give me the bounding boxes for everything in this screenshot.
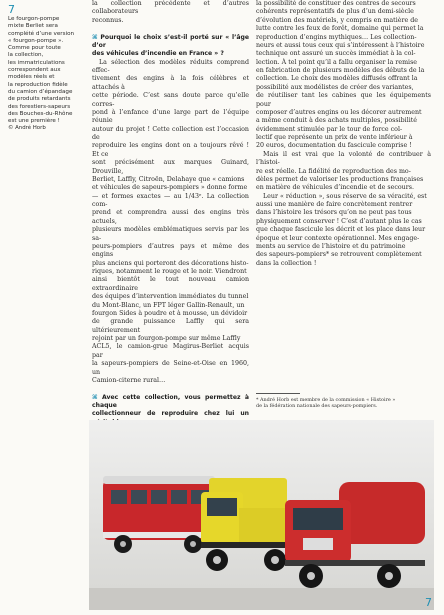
caption-line: la reproduction fidèle [8,81,68,88]
caption-line: de produits retardants [8,96,71,103]
caption-line: des forestiers-sapeurs [8,103,71,110]
model-trucks-photo [89,420,434,610]
bullet-icon: ⌘ [92,393,103,401]
caption-number: 7 [8,3,15,16]
caption-line: « fourgon-pompe ». [8,37,64,44]
caption-line: des Bouches-du-Rhône [8,110,73,117]
photo-caption [8,4,81,131]
caption-line: complété d’une version [8,30,75,37]
caption-line: du camion d’épandage [8,88,73,95]
caption-line: la collection, [8,52,44,59]
bullet-icon: ⌘ [92,33,101,41]
caption-line: mixte Berliet sera [8,23,58,30]
caption-line: les immatriculations [8,59,65,66]
caption-line: modèles réels et [8,74,55,81]
caption-line: Comme pour toute [8,45,61,52]
footnote: * André Horb est membre de la commission « Histoire » de la fédération nationale des sapeurs-pompiers. [256,393,431,409]
interview-question-1: ⌘ Pourquoi le choix s’est-il porté sur « l’âge d’or des véhicules d’incendie en France » ? [92,33,249,58]
interview-answer-1: La sélection des modèles réduits comprend effec- tivement des engins à la fois célèbres et attachés à cette période. C’est sans doute parce qu’elle corres- pond à l’enfance d’une large part de l’équipe réunie autour du projet ! Cette collection est l’occasion de reproduire les engins dont on a toujours rêvé ! Et ce sont précisément aux marques Guinard, Drouville, Berliet, Laffly, Citroën, Delahaye que « camions et véhicules de sapeurs-pompiers » donne forme — et formes exactes — au 1/43ᵉ. La collection com- prend et comprendra aussi des engins très actuels, plusieurs modèles emblématiques servis par les sa- peurs-pompiers d’autres pays et même des engins plus anciens qui porteront des décorations histo- riques, notamment le rouge et le noir. Viendront ainsi bientôt le tout nouveau camion extraordinaire des équipes d’intervention immédiates du tunnel du Mont-Blanc, un FPT léger Gallin-Renault, un fourgon Sides à poudre et à mousse, un dévidoir de grande puissance Laffly qui sera ultérieurement rejoint par un fourgon-pompe sur même Laffly ACL5, le camion-grue Magirus-Berliet acquis par la sapeurs-pompiers de Seine-et-Oise en 1960, un Camion-citerne rural… [92,58,249,384]
page-number: 7 [425,596,432,609]
text-column-1 [92,0,249,461]
caption-line: est une première ! [8,118,60,125]
interview-question-2: ⌘ Avec cette collection, vous permettez à chaque collectionneur de reproduire chez lui un [92,393,249,418]
text-line: reconnus. [92,16,124,24]
footnote-rule [256,393,300,394]
text-line: la collection précédente et d’autres collaborateurs [92,0,249,16]
caption-line: Le fourgon-pompe [8,16,60,22]
text-column-2: la possibilité de constituer des centres de secours cohérents représentatifs de plus d’un demi-siècle d’évolution des matériels, y compris en matière de lutte contre les feux de forêt, domaine qui permet la reproduction d’engins mythiques… Les collection- neurs et aussi tous ceux qui s’intéressent à l’histoire technique ont assuré un succès immédiat à la col- lection. À tel point qu’il a fallu organiser la remise en fabrication de plusieurs modèles des débuts de la collection. Le choix des modèles diffusés offrant la possibilité aux modélistes de créer des variantes, de réutiliser tant les cabines que les équipements pour composer d’autres engins ou les décorer autrement a même conduit à des achats multiples, possibilité évidemment stimulée par le tour de force col- lectif que représente un prix de vente inférieur à 20 euros, documentation du fascicule comprise ! Mais il est vrai que la volonté de contribuer à l’histoi- re est réelle. La fidélité de reproduction des mo- dèles permet de valoriser les productions françaises en matière de véhicules d’incendie et de secours. Leur « réduction », sous réserve de sa véracité, est aussi une manière de faire concrètement rentrer dans l’histoire les trésors qu’on ne peut pas tous physiquement conserver ! C’est d’autant plus le cas que chaque fascicule les décrit et les place dans leur époque et leur contexte opérationnel. Mes engage- ments au service de l’histoire et du patrimoine des sapeurs-pompiers* se retrouvent complètement dans la collection ! [256,0,431,267]
caption-text [8,16,81,125]
photo-credit: © André Horb [8,125,46,132]
caption-line: correspondent aux [8,67,61,74]
